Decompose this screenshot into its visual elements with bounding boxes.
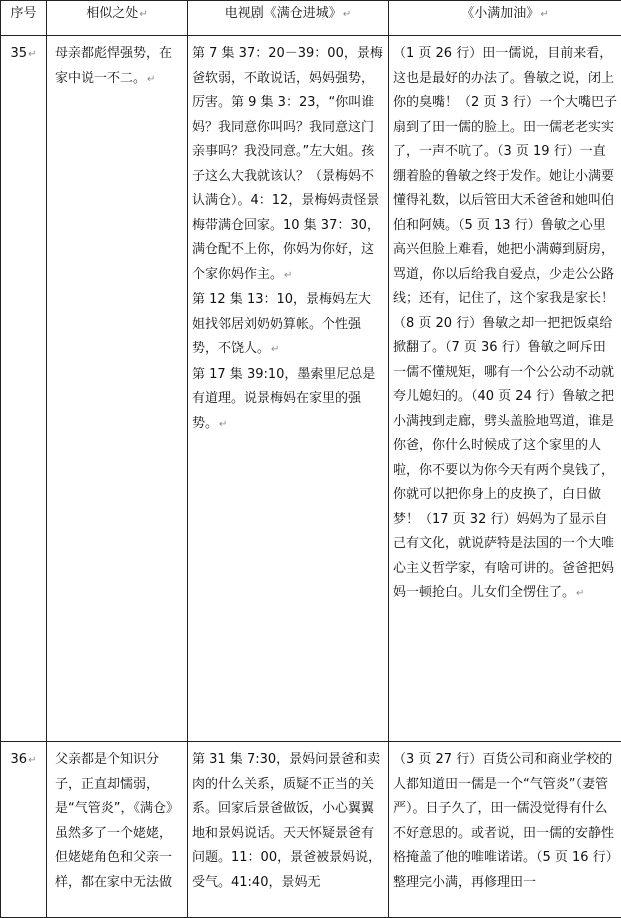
header-number: 序号 xyxy=(1,1,47,36)
header-similarity: 相似之处↵ xyxy=(47,1,188,36)
similarity-cell: 母亲都彪悍强势，在家中说一不二。↵ xyxy=(47,36,188,742)
tv-series-cell xyxy=(188,36,389,742)
header-row xyxy=(1,1,621,36)
novel-cell: （1 页 26 行）田一儒说，目前来看，这也是最好的办法了。鲁敏之说，闭上你的臭嘴！（2 页 3 行）一个大嘴巴子扇到了田一儒的脸上。田一儒老老实实了，一声不吭了。（3 页 19 行）一直绷着脸的鲁敏之终于发作。她让小满要懂得礼数，以后管田大禾爸爸和她叫伯伯和阿姨。（5 页 13 行）鲁敏之心里高兴但脸上难看，她把小满薅到厨房，骂道，你以后给我自爱点，少走公公路线；还有，记住了，这个家我是家长！（8 页 20 行）鲁敏之却一把把饭桌给掀翻了。（7 页 36 行）鲁敏之呵斥田一儒不懂规矩，哪有一个公公动不动就夸儿媳妇的。（40 页 24 行）鲁敏之把小满拽到走廊，劈头盖脸地骂道，谁是你爸，你什么时候成了这个家里的人啦，你不要以为你今天有两个臭钱了，你就可以把你身上的皮换了，白日做梦！（17 页 32 行）妈妈为了显示自己有文化，就说萨特是法国的一个大唯心主义哲学家，有啥可讲的。爸爸把妈妈一顿抢白。儿女们全愣住了。↵ xyxy=(389,36,621,742)
tv-paragraph: 第 12 集 13：10，景梅妈左大姐找邻居刘奶奶算帐。个性强势，不饶人。↵ xyxy=(192,288,384,363)
header-tv-series: 电视剧《满仓进城》↵ xyxy=(188,1,389,36)
table-row xyxy=(1,742,621,918)
row-number: 35↵ xyxy=(1,36,47,742)
tv-series-cell: 第 31 集 7:30，景妈问景爸和卖肉的什么关系，质疑不正当的关系。回家后景爸做饭，小心翼翼地和景妈说话。天天怀疑景爸有问题。11：00，景爸被景妈说，受气。41:40，景妈无 xyxy=(188,742,389,918)
similarity-cell: 父亲都是个知识分子，正直却懦弱，是“气管炎”，《满仓》虽然多了一个姥姥，但姥姥角色和父亲一样，都在家中无法做 xyxy=(47,742,188,918)
tv-paragraph: 第 17 集 39:10，墨索里尼总是有道理。说景梅妈在家里的强势。↵ xyxy=(192,363,384,438)
header-novel: 《小满加油》↵ xyxy=(389,1,621,36)
table-row xyxy=(1,36,621,742)
novel-cell: （3 页 27 行）百货公司和商业学校的人都知道田一儒是一个“气管炎”（妻管严）。日子久了，田一儒没觉得有什么不好意思的。或者说，田一儒的安静性格掩盖了他的唯唯诺诺。（5 页 16 行）整理完小满，再修理田一 xyxy=(389,742,621,918)
row-number: 36↵ xyxy=(1,742,47,918)
tv-paragraph: 第 7 集 37：20－39：00，景梅爸软弱，不敢说话，妈妈强势，厉害。第 9 集 3：23，“你叫谁妈？我同意你叫吗？我同意这门亲事吗？我没同意。”左大姐。孩子这么大我就该认？（景梅妈不认满仓）。4：12，景梅妈责怪景梅带满仓回家。10 集 37：30，满仓配不上你，你妈为你好，这个家你妈作主。↵ xyxy=(192,42,384,288)
